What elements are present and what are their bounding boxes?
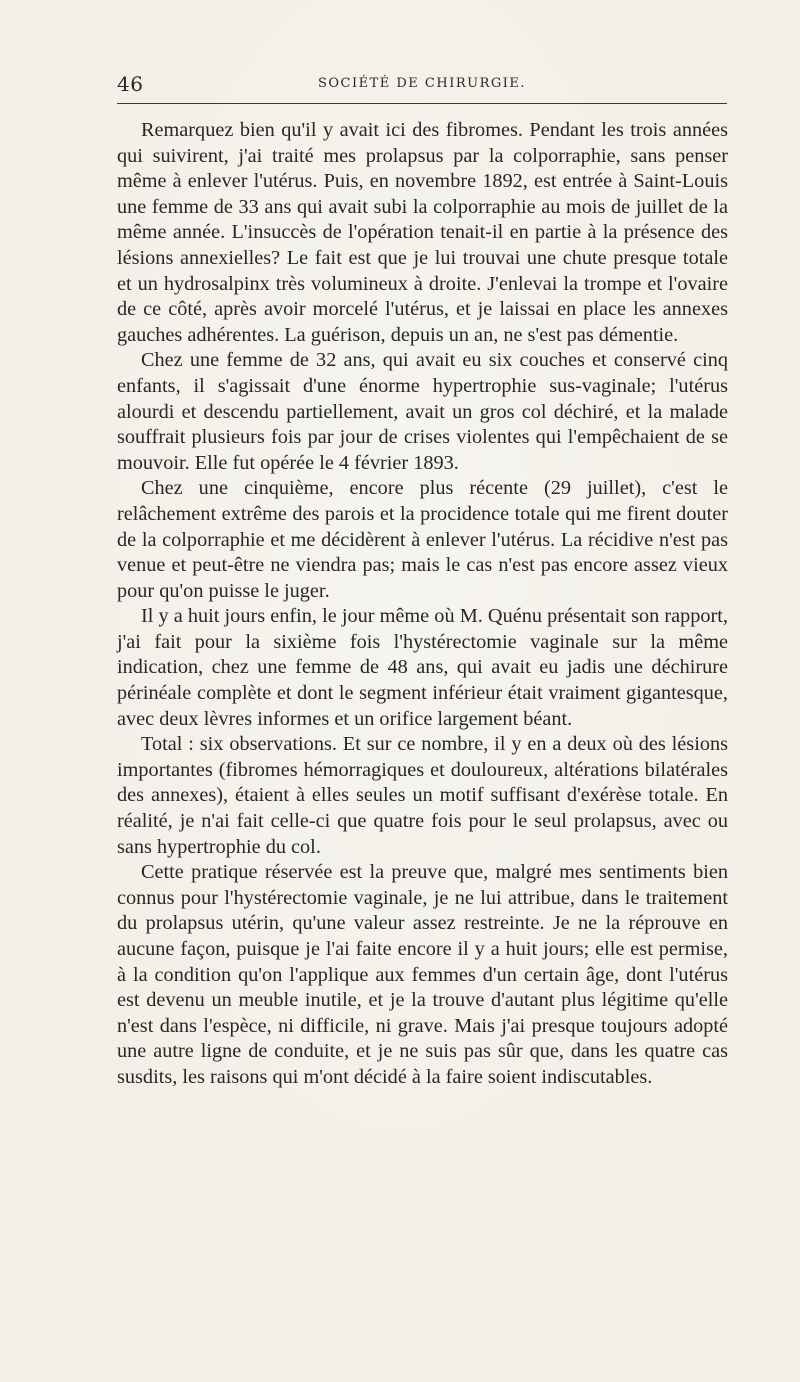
page-header: [117, 72, 727, 102]
paragraph: Remarquez bien qu'il y avait ici des fibromes. Pendant les trois années qui suivirent, j'ai traité mes prolapsus par la colporraphie, sans penser même à enlever l'utérus. Puis, en novembre 1892, est entrée à Saint-Louis une femme de 33 ans qui avait subi la colporraphie au mois de juillet de la même année. L'insuccès de l'opération tenait-il en partie à la présence des lésions annexielles? Le fait est que je lui trouvai une chute presque totale et un hydrosalpinx très volumineux à droite. J'enlevai la trompe et l'ovaire de ce côté, après avoir morcelé l'utérus, et je laissai en place les annexes gauches adhérentes. La guérison, depuis un an, ne s'est pas démentie.: [117, 119, 728, 346]
paragraph: Chez une femme de 32 ans, qui avait eu six couches et conservé cinq enfants, il s'agissait d'une énorme hypertrophie sus-vaginale; l'utérus alourdi et descendu partiellement, avait un gros col déchiré, et la malade souffrait plusieurs fois par jour de crises violentes qui l'empêchaient de se mouvoir. Elle fut opérée le 4 février 1893.: [117, 349, 728, 474]
page-number: 46: [117, 72, 144, 96]
running-title: SOCIÉTÉ DE CHIRURGIE.: [317, 76, 527, 91]
paragraph: Il y a huit jours enfin, le jour même où M. Quénu présentait son rapport, j'ai fait pour la sixième fois l'hystérectomie vaginale sur la même indication, chez une femme de 48 ans, qui avait eu jadis une déchirure périnéale complète et dont le segment inférieur était vraiment gigantesque, avec deux lèvres informes et un orifice largement béant.: [117, 605, 728, 730]
header-rule: [117, 103, 727, 104]
body-text: [117, 118, 728, 1091]
paragraph: Total : six observations. Et sur ce nombre, il y en a deux où des lésions importantes (fibromes hémorragiques et douloureux, altérations bilatérales des annexes), étaient à elles seules un motif suffisant d'exérèse totale. En réalité, je n'ai fait celle-ci que quatre fois pour le seul prolapsus, avec ou sans hypertrophie du col.: [117, 733, 728, 858]
paragraph: Cette pratique réservée est la preuve que, malgré mes sentiments bien connus pour l'hystérectomie vaginale, je ne lui attribue, dans le traitement du prolapsus utérin, qu'une valeur assez restreinte. Je ne la réprouve en aucune façon, puisque je l'ai faite encore il y a huit jours; elle est permise, à la condition qu'on l'applique aux femmes d'un certain âge, dont l'utérus est devenu un meuble inutile, et je la trouve d'autant plus légitime qu'elle n'est dans l'espèce, ni difficile, ni grave. Mais j'ai presque toujours adopté une autre ligne de conduite, et je ne suis pas sûr que, dans les quatre cas susdits, les raisons qui m'ont décidé à la faire soient indiscutables.: [117, 861, 728, 1088]
paragraph: Chez une cinquième, encore plus récente (29 juillet), c'est le relâchement extrême des parois et la procidence totale qui me firent douter de la colporraphie et me décidèrent à enlever l'utérus. La récidive n'est pas venue et peut-être ne viendra pas; mais le cas n'est pas encore assez vieux pour qu'on puisse le juger.: [117, 477, 728, 602]
